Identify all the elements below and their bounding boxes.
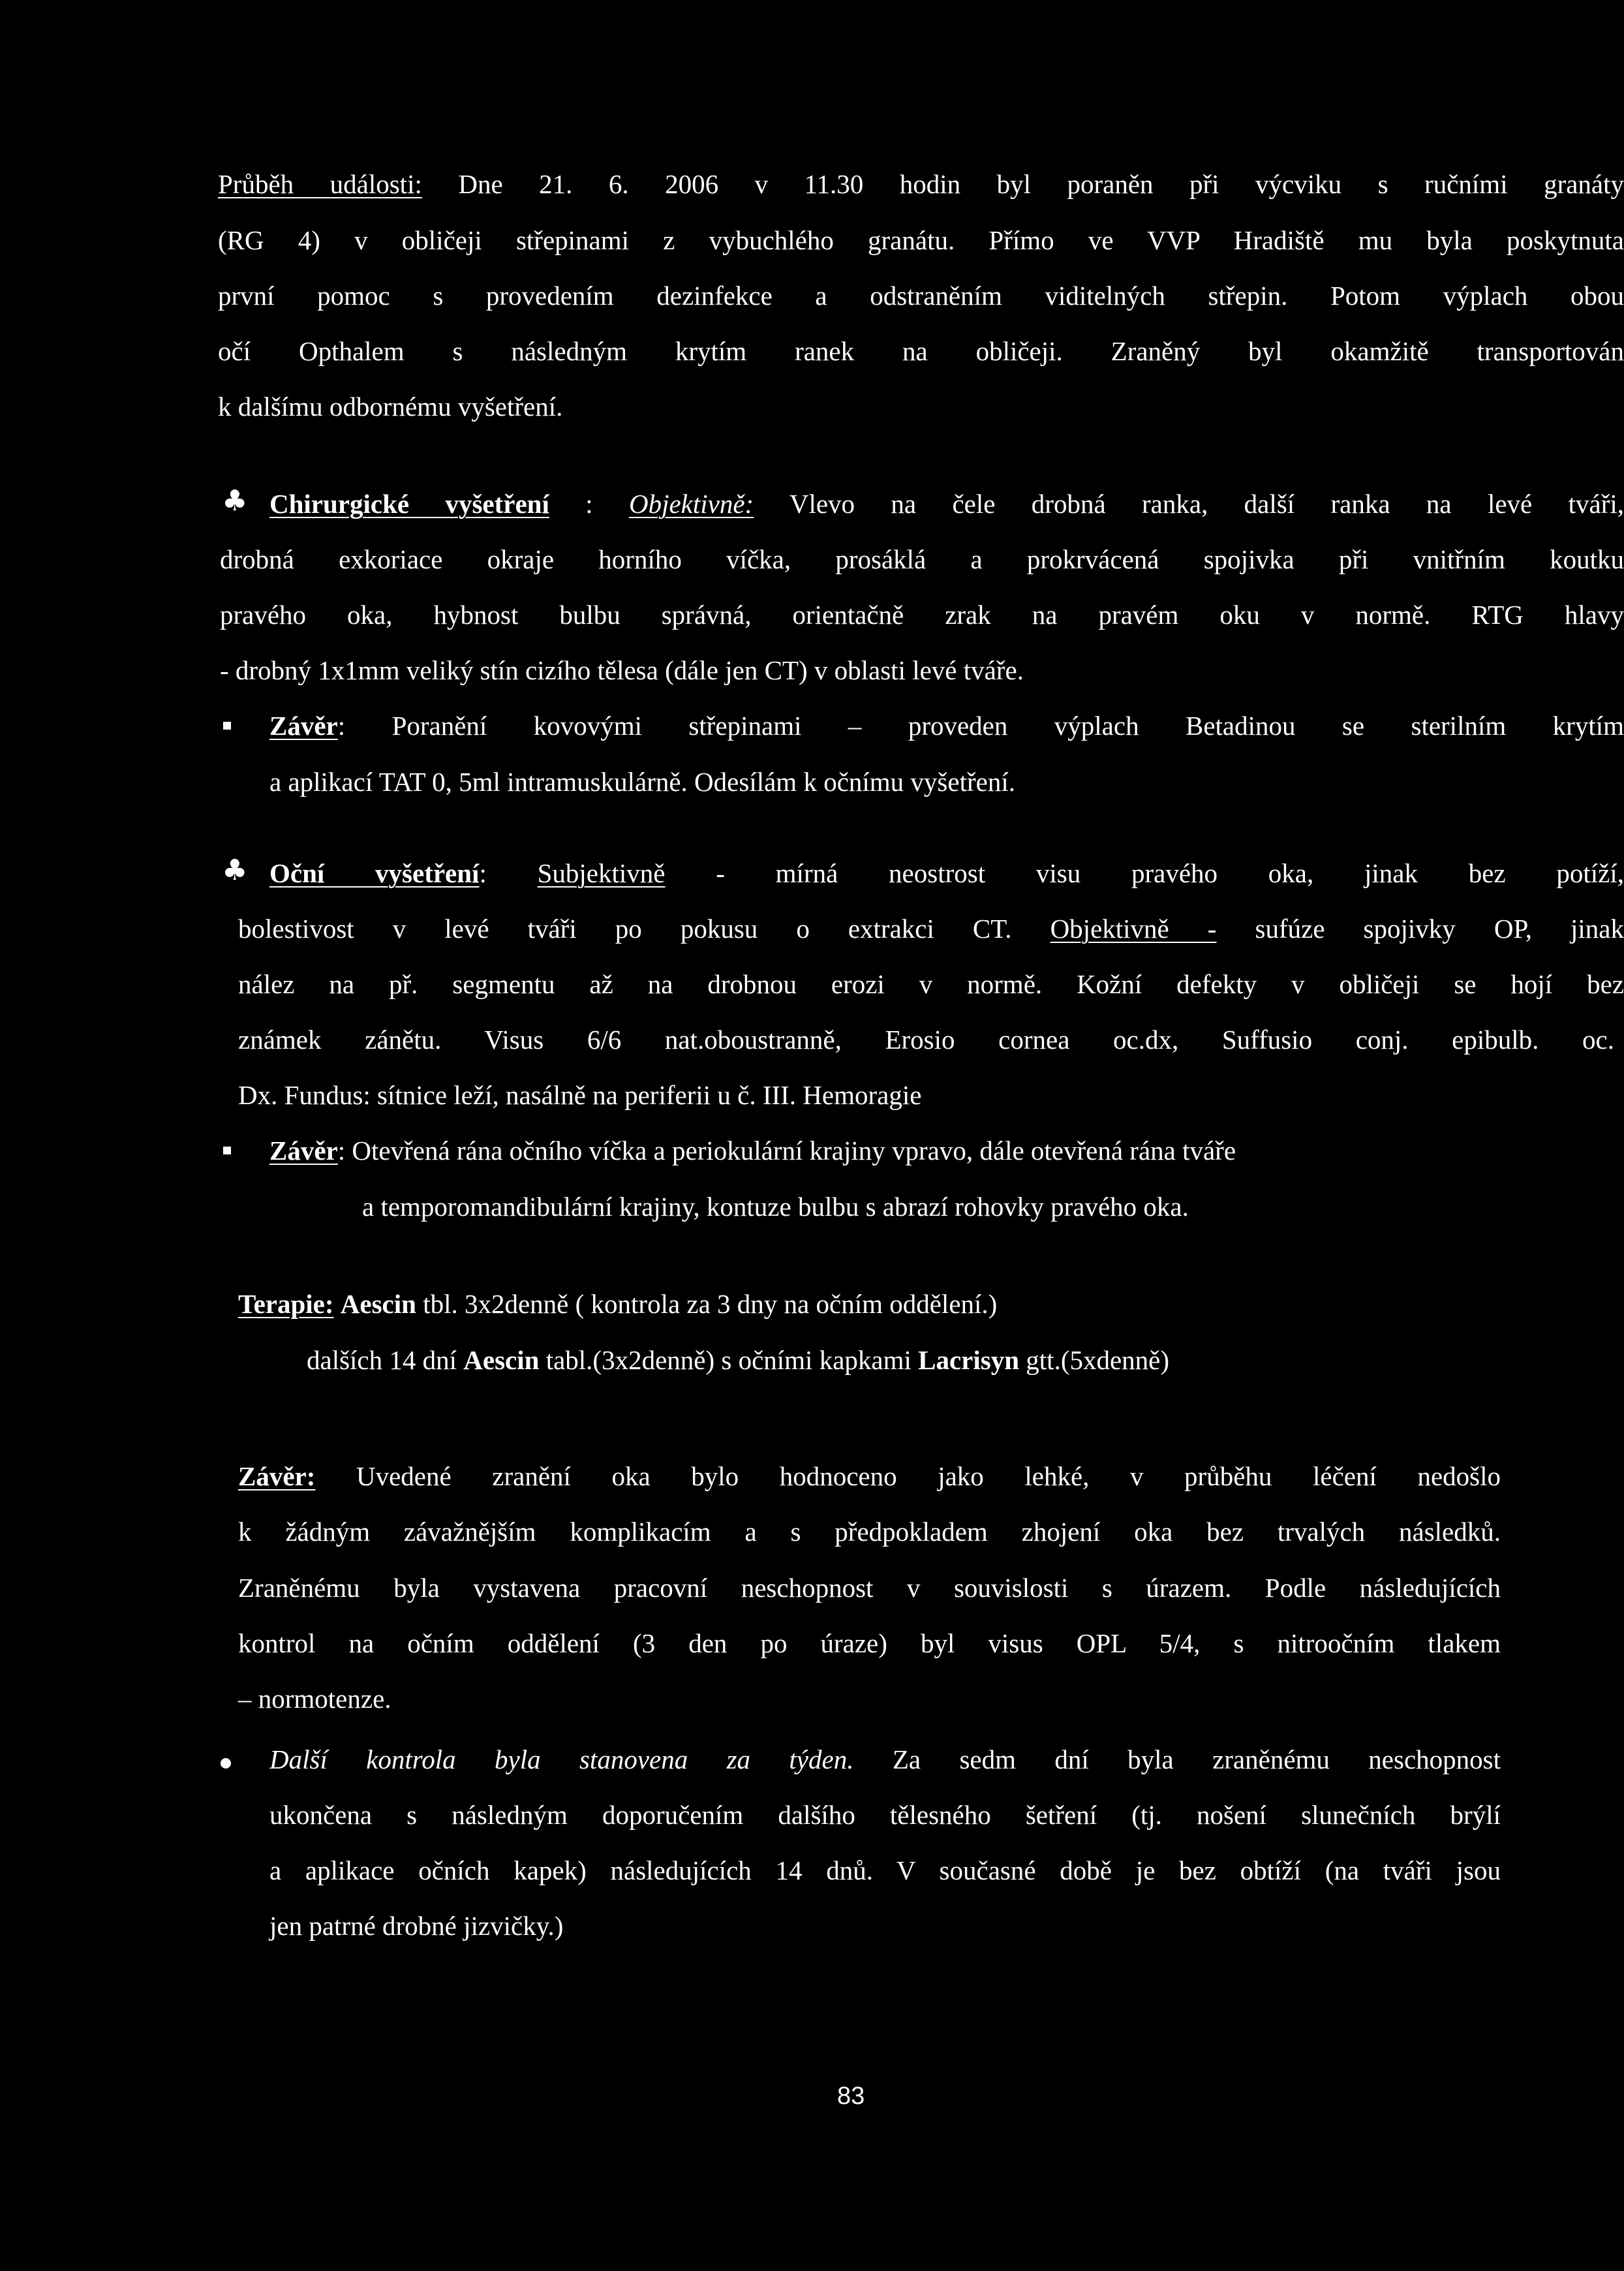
page-number: 83 (837, 2082, 865, 2110)
ocni-obj-label: Objektivně - (1050, 914, 1217, 944)
terapie-line-1 (238, 1291, 997, 1318)
terapie-text: tabl.(3x2denně) s očními kapkami (539, 1345, 919, 1375)
ocni-line-2 (238, 916, 1624, 942)
square-bullet-icon (223, 722, 231, 730)
ocni-zaver-line-2: a temporomandibulární krajiny, kontuze bulbu s abrazí rohovky pravého oka. (362, 1192, 1189, 1222)
chir-line-4: - drobný 1x1mm veliký stín cizího tělesa (dále jen CT) v oblasti levé tváře. (220, 655, 1024, 685)
spade-bullet-icon: ♣ (222, 484, 248, 518)
dalsi-line-4: jen patrné drobné jizvičky.) (269, 1911, 564, 1941)
prubeh-line-3: první pomoc s provedením dezinfekce a odstraněním viditelných střepin. Potom výplach obou (218, 281, 1624, 311)
zaver-label: Závěr: (238, 1461, 316, 1491)
ocni-zaver-label: Závěr (269, 1136, 338, 1166)
chir-line-1 (269, 491, 1624, 518)
dalsi-line-3: a aplikace očních kapek) následujících 14 dnů. V současné době je bez obtíží (na tváři jsou (269, 1855, 1501, 1885)
chir-zaver-colon: : (337, 711, 346, 741)
prubeh-line-1 (218, 171, 1624, 198)
chir-zaver-text: Poranění kovovými střepinami – proveden výplach Betadinou se sterilním krytím (345, 711, 1624, 741)
chir-obj-label: Objektivně: (628, 489, 754, 519)
ocni-line-5: Dx. Fundus: sítnice leží, nasálně na periferii u č. III. Hemoragie (238, 1080, 922, 1110)
ocni-text: - mírná neostrost visu pravého oka, jinak bez potíží, (665, 858, 1624, 888)
ocni-label: Oční vyšetření (269, 858, 480, 888)
chir-zaver-line-1 (269, 713, 1624, 739)
dalsi-italic: Další kontrola byla stanovena za týden. (269, 1744, 854, 1774)
ocni-zaver-text: : Otevřená rána očního víčka a periokulární krajiny vpravo, dále otevřená rána tváře (337, 1136, 1236, 1166)
prubeh-label: Průběh události: (218, 169, 422, 199)
zaver-line-3: Zraněnému byla vystavena pracovní neschopnost v souvislosti s úrazem. Podle následujících (238, 1573, 1501, 1603)
dalsi-line-2: ukončena s následným doporučením dalšího tělesného šetření (tj. nošení slunečních brýlí (269, 1800, 1501, 1830)
chir-label: Chirurgické vyšetření (269, 489, 549, 519)
square-bullet-icon (223, 1147, 231, 1154)
drug-name: Lacrisyn (918, 1345, 1020, 1375)
chir-zaver-line-2: a aplikací TAT 0, 5ml intramuskulárně. Odesílám k očnímu vyšetření. (269, 767, 1015, 797)
zaver-line-2: k žádným závažnějším komplikacím a s předpokladem zhojení oka bez trvalých následků. (238, 1517, 1501, 1547)
ocni-text: bolestivost v levé tváři po pokusu o extrakci CT. (238, 914, 1050, 944)
zaver-line-5: – normotenze. (238, 1684, 391, 1714)
ocni-line-4: známek zánětu. Visus 6/6 nat.oboustranně, Erosio cornea oc.dx, Suffusio conj. epibulb. oc. (238, 1025, 1614, 1055)
zaver-line-4: kontrol na očním oddělení (3 den po úraze) byl visus OPL 5/4, s nitroočním tlakem (238, 1628, 1501, 1658)
terapie-label: Terapie: (238, 1289, 334, 1319)
chir-text: Vlevo na čele drobná ranka, další ranka na levé tváři, (754, 489, 1624, 519)
ocni-colon: : (479, 858, 538, 888)
ocni-zaver-line-1 (269, 1137, 1236, 1164)
spade-bullet-icon: ♣ (222, 854, 248, 887)
ocni-line-1 (269, 860, 1624, 887)
chir-line-2: drobná exkoriace okraje horního víčka, prosáklá a prokrvácená spojivka při vnitřním koutku (220, 544, 1624, 574)
chir-zaver-label: Závěr (269, 711, 338, 741)
chir-sep: : (549, 489, 629, 519)
zaver-text: Uvedené zranění oka bylo hodnoceno jako lehké, v průběhu léčení nedošlo (315, 1461, 1501, 1491)
dalsi-text: Za sedm dní byla zraněnému neschopnost (853, 1744, 1501, 1774)
ocni-line-3: nález na př. segmentu až na drobnou erozi v normě. Kožní defekty v obličeji se hojí bez (238, 969, 1624, 999)
prubeh-text: Dne 21. 6. 2006 v 11.30 hodin byl poraněn při výcviku s ručními granáty (458, 169, 1624, 199)
dalsi-line-1 (269, 1746, 1501, 1773)
terapie-line-2 (307, 1347, 1169, 1374)
ocni-subj-label: Subjektivně (537, 858, 666, 888)
chir-line-3: pravého oka, hybnost bulbu správná, orientačně zrak na pravém oku v normě. RTG hlavy (220, 600, 1624, 630)
round-bullet-icon (221, 1758, 231, 1769)
ocni-text: sufúze spojivky OP, jinak (1216, 914, 1624, 944)
zaver-line-1 (238, 1463, 1501, 1490)
terapie-text: dalších 14 dní (307, 1345, 464, 1375)
prubeh-line-5: k dalšímu odbornému vyšetření. (218, 392, 563, 422)
terapie-text: gtt.(5xdenně) (1019, 1345, 1170, 1375)
prubeh-line-2: (RG 4) v obličeji střepinami z vybuchlého granátu. Přímo ve VVP Hradiště mu byla poskytnuta (218, 225, 1624, 255)
drug-name: Aescin (340, 1289, 416, 1319)
terapie-text: tbl. 3x2denně ( kontrola za 3 dny na očním oddělení.) (416, 1289, 998, 1319)
prubeh-line-4: očí Opthalem s následným krytím ranek na obličeji. Zraněný byl okamžitě transportován (218, 336, 1624, 366)
drug-name: Aescin (463, 1345, 540, 1375)
